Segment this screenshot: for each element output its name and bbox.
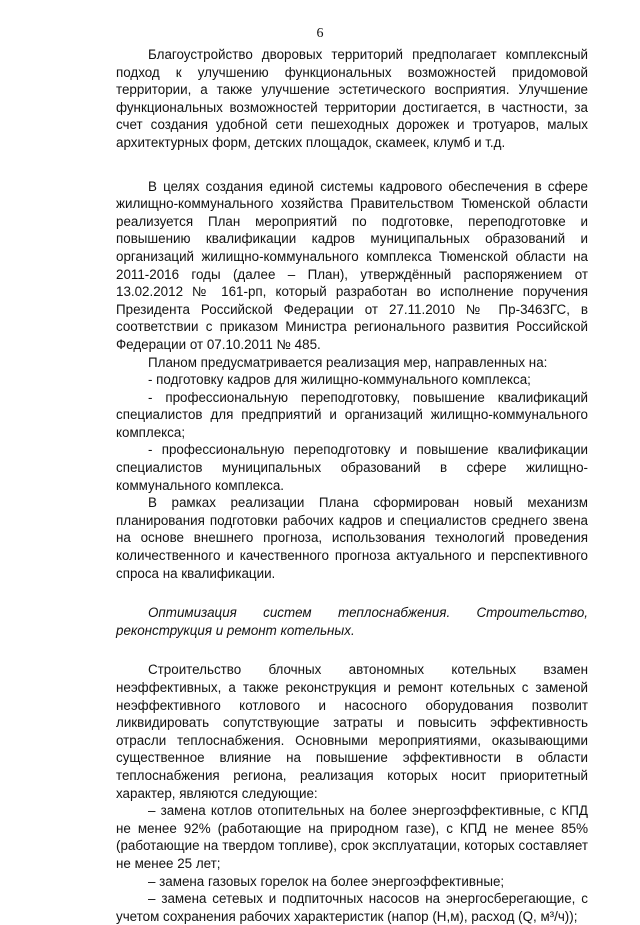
paragraph-planning-mechanism: В рамках реализации Плана сформирован новый механизм планирования подготовки рабочих кадров и специалистов среднего звена на основе внешнего прогноза, использования технологий проведения количественного и качественного прогноза актуального и перспективного спроса на квалификации. <box>116 495 588 581</box>
plan-measures-list <box>116 371 588 494</box>
paragraph-staffing-plan: В целях создания единой системы кадрового обеспечения в сфере жилищно-коммунального хозяйства Правительством Тюменской области реализуется План мероприятий по подготовке, переподготовке и повышению квалификации кадров муниципальных образований и организаций жилищно-коммунального комплекса Тюменской области на 2011-2016 годы (далее – План), утверждённый распоряжением от 13.02.2012 № 161-рп, который разработан во исполнение поручения Президента Российской Федерации от 27.11.2010 № Пр-3463ГС, в соответствии с приказом Министра регионального развития Российской Федерации от 07.10.2011 № 485. <box>116 178 588 352</box>
list-item: – замена сетевых и подпиточных насосов на энергосберегающие, с учетом сохранения рабочих характеристик (напор (Н,м), расход (Q, м³/ч)); <box>116 891 588 924</box>
list-item: – замена газовых горелок на более энергоэффективные; <box>148 873 505 889</box>
list-item: – замена котлов отопительных на более энергоэффективные, с КПД не менее 92% (работающие на природном газе), с КПД не менее 85% (работающие на твердом топливе), срок эксплуатации, которых составляет не менее 25 лет; <box>116 803 588 871</box>
list-item: - профессиональную переподготовку, повышение квалификаций специалистов для предприятий и организаций жилищно-коммунального комплекса; <box>116 389 588 440</box>
heat-measures-list <box>116 802 588 925</box>
paragraph-courtyard-improvement: Благоустройство дворовых территорий предполагает комплексный подход к улучшению функциональных возможностей придомовой территории, а также улучшение эстетического восприятия. Улучшение функциональных возможностей территории достигается, в частности, за счет создания удобной сети пешеходных дорожек и тротуаров, малых архитектурных форм, детских площадок, скамеек, клумб и т.д. <box>116 47 588 150</box>
paragraph-plan-measures-intro: Планом предусматривается реализация мер, направленных на: <box>148 354 548 370</box>
list-item: - подготовку кадров для жилищно-коммунального комплекса; <box>148 372 531 388</box>
list-item: - профессиональную переподготовку и повышение квалификации специалистов муниципальных образований в сфере жилищно-коммунального комплекса. <box>116 442 588 493</box>
section-heading-heat-supply: Оптимизация систем теплоснабжения. Строительство, реконструкция и ремонт котельных. <box>116 605 588 638</box>
page-number: 6 <box>316 26 324 41</box>
paragraph-boiler-construction: Строительство блочных автономных котельных взамен неэффективных, а также реконструкция и ремонт котельных с заменой неэффективного котлового и насосного оборудования позволит ликвидировать сопутствующие затраты и повысить эффективность отрасли теплоснабжения. Основными мероприятиями, оказывающими существенное влияние на повышение эффективности в области теплоснабжения региона, реализация которых носит приоритетный характер, являются следующие: <box>116 662 588 801</box>
document-body <box>116 46 588 925</box>
